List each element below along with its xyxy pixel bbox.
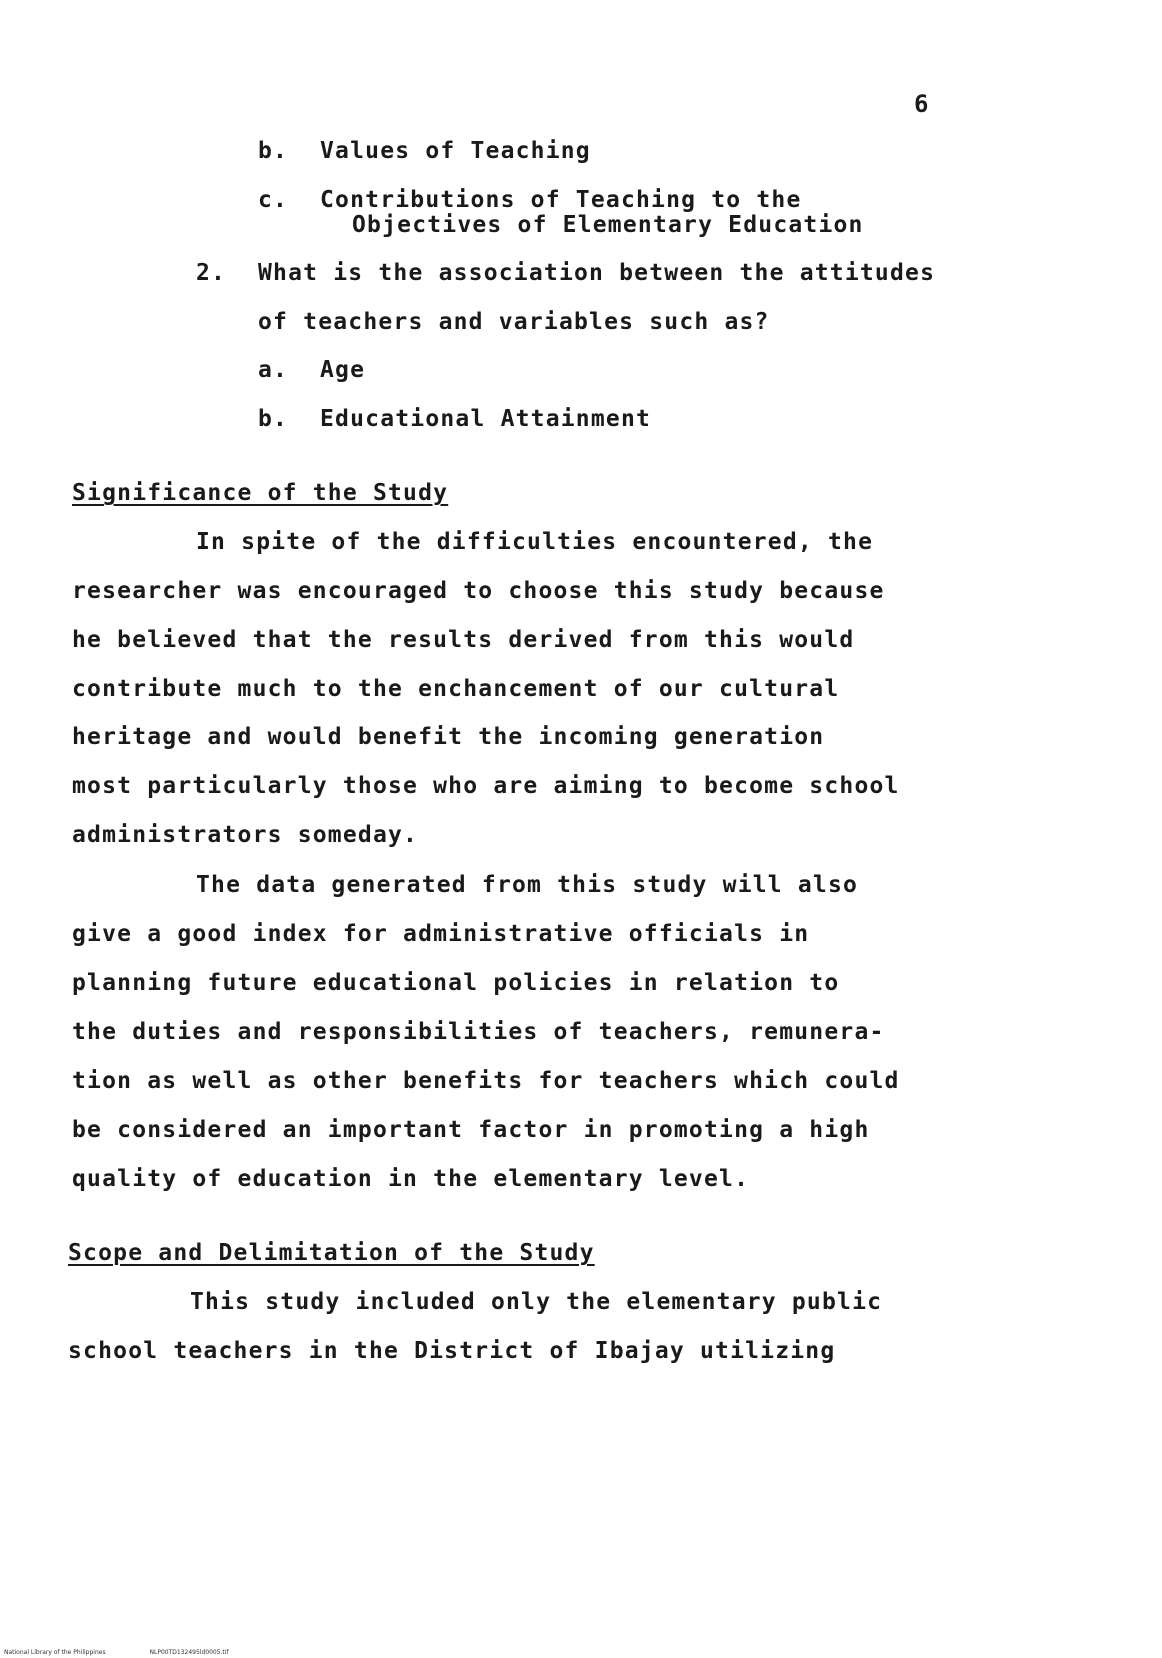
list-item-contributions-line2: Objectives of Elementary Education — [352, 212, 864, 238]
section-heading-significance: Significance of the Study — [72, 480, 449, 506]
scan-footer — [4, 1649, 271, 1656]
paragraph-line: The data generated from this study will also — [196, 872, 859, 898]
paragraph-line: planning future educational policies in relation to — [72, 970, 840, 996]
sub-item-age: Age — [320, 357, 366, 383]
paragraph-line: be considered an important factor in promoting a high — [72, 1117, 870, 1143]
page-number: 6 — [914, 90, 929, 118]
paragraph-line: researcher was encouraged to choose this study because — [72, 578, 885, 604]
sub-item-educational-attainment: Educational Attainment — [320, 406, 652, 432]
paragraph-line: tion as well as other benefits for teachers which could — [72, 1068, 900, 1094]
paragraph-line: most particularly those who are aiming to become school — [72, 773, 900, 799]
paragraph-line: heritage and would benefit the incoming generation — [72, 724, 825, 750]
list-item-values-of-teaching: Values of Teaching — [320, 138, 591, 164]
question-2-line1: What is the association between the attitudes — [258, 260, 936, 286]
list-marker-b: b. — [258, 138, 289, 164]
question-marker-2: 2. — [196, 260, 227, 286]
sub-marker-b: b. — [258, 406, 289, 432]
paragraph-line: administrators someday. — [72, 822, 419, 848]
paragraph-line: This study included only the elementary public — [190, 1289, 883, 1315]
paragraph-line: school teachers in the District of Ibajay utilizing — [68, 1338, 836, 1364]
footer-file: NLP00TD132495ld0005.tif — [149, 1649, 229, 1656]
paragraph-line: quality of education in the elementary level. — [72, 1166, 750, 1192]
paragraph-line: he believed that the results derived from this would — [72, 627, 855, 653]
section-heading-scope: Scope and Delimitation of the Study — [68, 1240, 595, 1266]
paragraph-line: contribute much to the enchancement of our cultural — [72, 676, 840, 702]
sub-marker-a: a. — [258, 357, 289, 383]
list-marker-c: c. — [258, 187, 289, 213]
list-item-contributions-line1: Contributions of Teaching to the — [320, 187, 802, 213]
paragraph-line: give a good index for administrative officials in — [72, 921, 810, 947]
footer-library: National Library of the Philippines — [4, 1649, 106, 1656]
question-2-line2: of teachers and variables such as? — [258, 309, 770, 335]
paragraph-line: the duties and responsibilities of teachers, remunera- — [72, 1019, 885, 1045]
paragraph-line: In spite of the difficulties encountered, the — [196, 529, 874, 555]
